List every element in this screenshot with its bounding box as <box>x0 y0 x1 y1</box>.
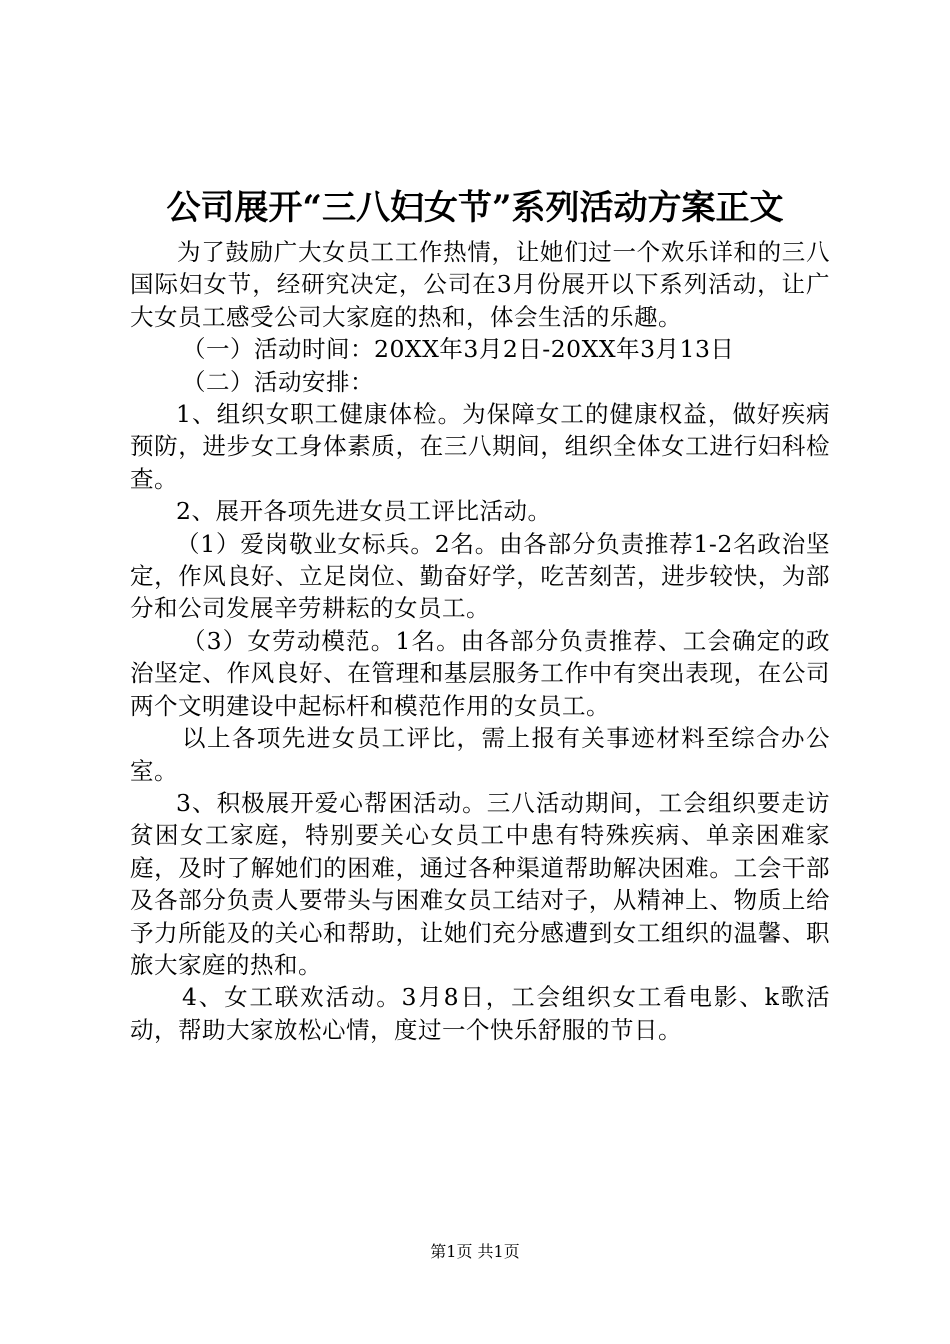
paragraph-item-3-assistance: 3、积极展开爱心帮困活动。三八活动期间，工会组织要走访贫困女工家庭，特别要关心女员工中患有特殊疾病、单亲困难家庭，及时了解她们的困难，通过各种渠道帮助解决困难。工会干部及各部分负责人要带头与困难女员工结对子，从精神上、物质上给予力所能及的关心和帮助，让她们充分感遭到女工组织的温馨、职旅大家庭的热和。 <box>130 788 830 979</box>
paragraph-activity-time: （一）活动时间：20XX年3月2日-20XX年3月13日 <box>182 335 735 364</box>
paragraph-item-2-evaluation: 2、展开各项先进女员工评比活动。 <box>176 497 552 526</box>
paragraph-subitem-1-model-worker: （1）爱岗敬业女标兵。2名。由各部分负责推荐1-2名政治坚定，作风良好、立足岗位、勤奋好学，吃苦刻苦，进步较快，为部分和公司发展辛劳耕耘的女员工。 <box>130 529 830 623</box>
paragraph-evaluation-report: 以上各项先进女员工评比，需上报有关事迹材料至综合办公室。 <box>130 724 830 785</box>
paragraph-activity-arrangement: （二）活动安排： <box>182 367 374 396</box>
document-body <box>130 236 830 1046</box>
document-title: 公司展开“三八妇女节”系列活动方案正文 <box>166 188 784 228</box>
paragraph-intro: 为了鼓励广大女员工工作热情，让她们过一个欢乐详和的三八国际妇女节，经研究决定，公司在3月份展开以下系列活动，让广大女员工感受公司大家庭的热和，体会生活的乐趣。 <box>130 238 830 331</box>
paragraph-subitem-3-labor-model: （3）女劳动模范。1名。由各部分负责推荐、工会确定的政治坚定、作风良好、在管理和基层服务工作中有突出表现，在公司两个文明建设中起标杆和模范作用的女员工。 <box>130 626 830 720</box>
page-number-footer: 第1页 共1页 <box>430 1242 520 1261</box>
paragraph-item-1-health-check: 1、组织女职工健康体检。为保障女工的健康权益，做好疾病预防，进步女工身体素质，在三八期间，组织全体女工进行妇科检查。 <box>130 400 830 493</box>
paragraph-item-4-party: 4、女工联欢活动。3月8日，工会组织女工看电影、k歌活动，帮助大家放松心情，度过一个快乐舒服的节日。 <box>130 983 830 1044</box>
